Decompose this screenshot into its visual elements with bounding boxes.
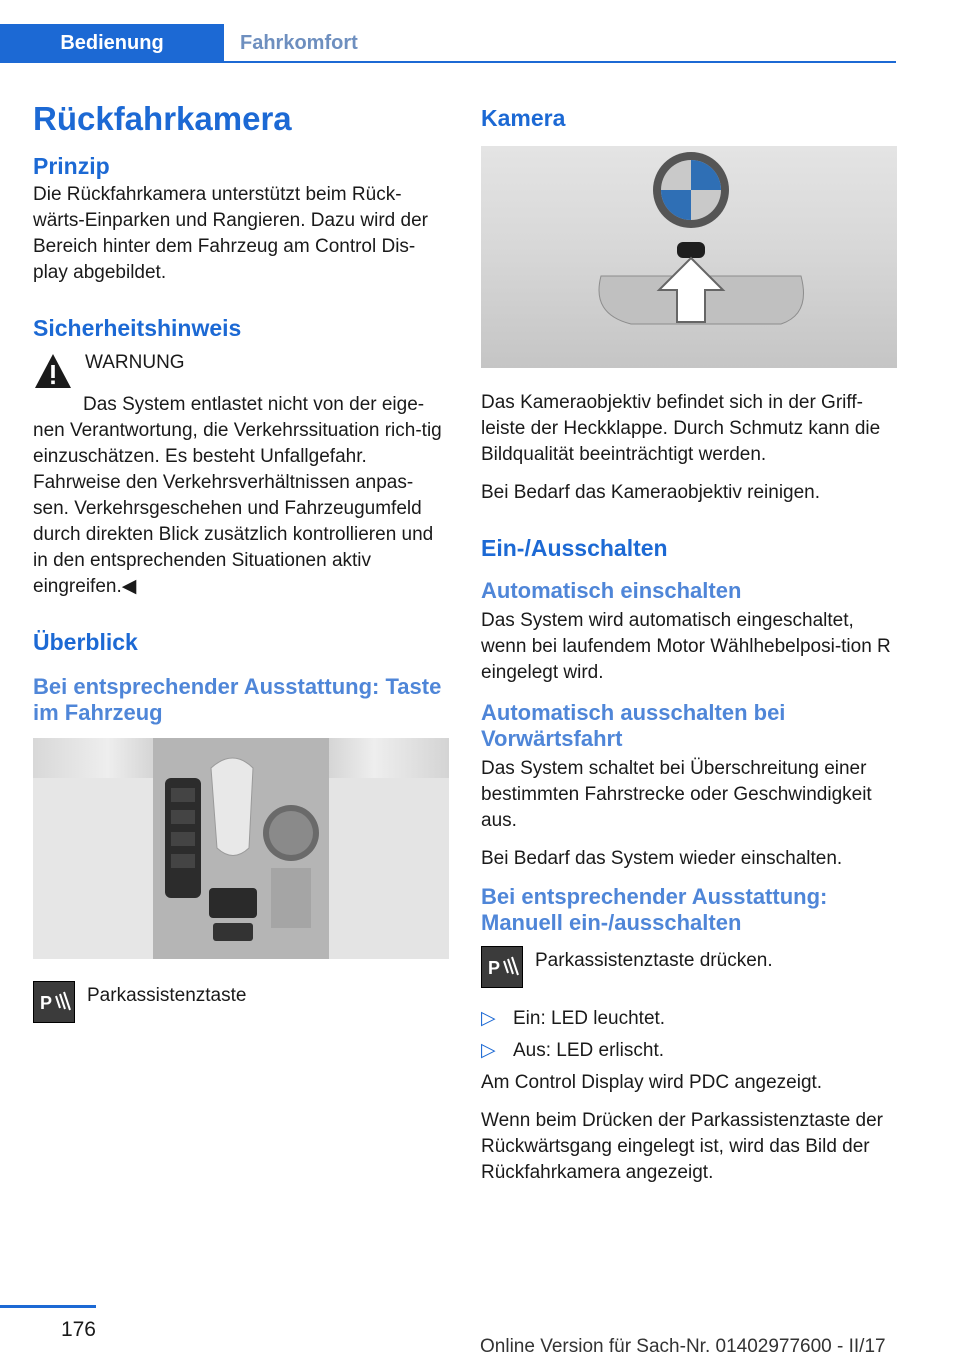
parking-assist-icon bbox=[33, 981, 75, 1023]
left-column bbox=[33, 96, 449, 1023]
page-title: Rückfahrkamera bbox=[33, 100, 292, 137]
auto-aus-text: Das System schaltet bei Überschreitung einer bestimmten Fahrstrecke oder Geschwindigkeit aus. bbox=[481, 758, 872, 831]
chapter-tabs bbox=[0, 24, 374, 62]
footer-rule bbox=[0, 1305, 96, 1308]
manuell-step-text: Parkassistenztaste drücken. bbox=[535, 950, 773, 971]
bullet-triangle-icon: ▷ bbox=[481, 1040, 496, 1061]
kamera-heading: Kamera bbox=[481, 105, 566, 131]
einaus-heading: Ein-/Ausschalten bbox=[481, 535, 668, 561]
center-console-image bbox=[33, 738, 449, 959]
taste-heading: Bei entsprechender Ausstattung: Taste im Fahrzeug bbox=[33, 674, 442, 725]
tab-fahrkomfort[interactable]: Fahrkomfort bbox=[240, 32, 358, 54]
bullet-triangle-icon: ▷ bbox=[481, 1008, 496, 1029]
parking-assist-icon bbox=[481, 946, 523, 988]
right-column bbox=[481, 96, 897, 1198]
list-item: ▷ Aus: LED erlischt. bbox=[481, 1038, 897, 1064]
svg-text:P: P bbox=[488, 958, 501, 978]
auto-aus-text-2: Bei Bedarf das System wieder einschalten. bbox=[481, 848, 843, 869]
auto-aus-heading: Automatisch ausschalten bei Vorwärtsfahrt bbox=[481, 700, 786, 751]
pdc-display-text: Am Control Display wird PDC angezeigt. bbox=[481, 1072, 823, 1093]
warning-label: WARNUNG bbox=[85, 352, 185, 373]
tab-bedienung[interactable]: Bedienung bbox=[0, 24, 224, 62]
safety-heading: Sicherheitshinweis bbox=[33, 315, 242, 341]
manuell-heading: Bei entsprechender Ausstattung: Manuell ein-/ausschalten bbox=[481, 884, 828, 935]
pdc-label: Parkassistenztaste bbox=[87, 985, 247, 1006]
led-status-list bbox=[481, 1006, 897, 1064]
final-text: Wenn beim Drücken der Parkassistenztaste der Rückwärtsgang eingelegt ist, wird das Bild der Rückfahrkamera angezeigt. bbox=[481, 1110, 883, 1183]
kamera-text-2: Bei Bedarf das Kameraobjektiv reinigen. bbox=[481, 482, 821, 503]
kamera-text: Das Kameraobjektiv befindet sich in der Griff‐leiste der Heckklappe. Durch Schmutz kann die Bildqualität beeinträchtigt werden. bbox=[481, 392, 881, 465]
online-version-text: Online Version für Sach-Nr. 01402977600 - II/17 bbox=[480, 1336, 886, 1357]
auto-ein-heading: Automatisch einschalten bbox=[481, 578, 742, 603]
camera-image bbox=[481, 146, 897, 368]
page-number: 176 bbox=[60, 1318, 96, 1341]
camera-illustration bbox=[481, 146, 897, 368]
auto-ein-text: Das System wird automatisch eingeschaltet, wenn bei laufendem Motor Wählhebelposi‐tion R eingelegt wird. bbox=[481, 610, 891, 683]
warning-text: Das System entlastet nicht von der eige‐nen Verantwortung, die Verkehrssituation rich‐tig einzuschätzen. Es besteht Unfallgefahr. Fahrweise den Verkehrsverhältnissen anpas‐sen. Verkehrsgeschehen und Fahrzeugumfeld durch direkten Blick zusätzlich kontrollieren und in den entsprechenden Situationen aktiv eingreifen.◀ bbox=[33, 394, 442, 597]
svg-text:P: P bbox=[40, 993, 53, 1013]
header-rule bbox=[0, 61, 896, 63]
overview-heading: Überblick bbox=[33, 629, 138, 655]
warning-icon bbox=[33, 352, 73, 390]
pdc-button-row bbox=[33, 981, 449, 1023]
prinzip-heading: Prinzip bbox=[33, 153, 110, 179]
warning-block bbox=[33, 350, 449, 390]
manuell-step-row bbox=[481, 946, 897, 988]
list-item: ▷ Ein: LED leuchtet. bbox=[481, 1006, 897, 1032]
prinzip-text: Die Rückfahrkamera unterstützt beim Rück‐wärts-Einparken und Rangieren. Dazu wird der Bereich hinter dem Fahrzeug am Control Dis‐play abgebildet. bbox=[33, 184, 428, 283]
center-console-illustration bbox=[33, 738, 449, 959]
